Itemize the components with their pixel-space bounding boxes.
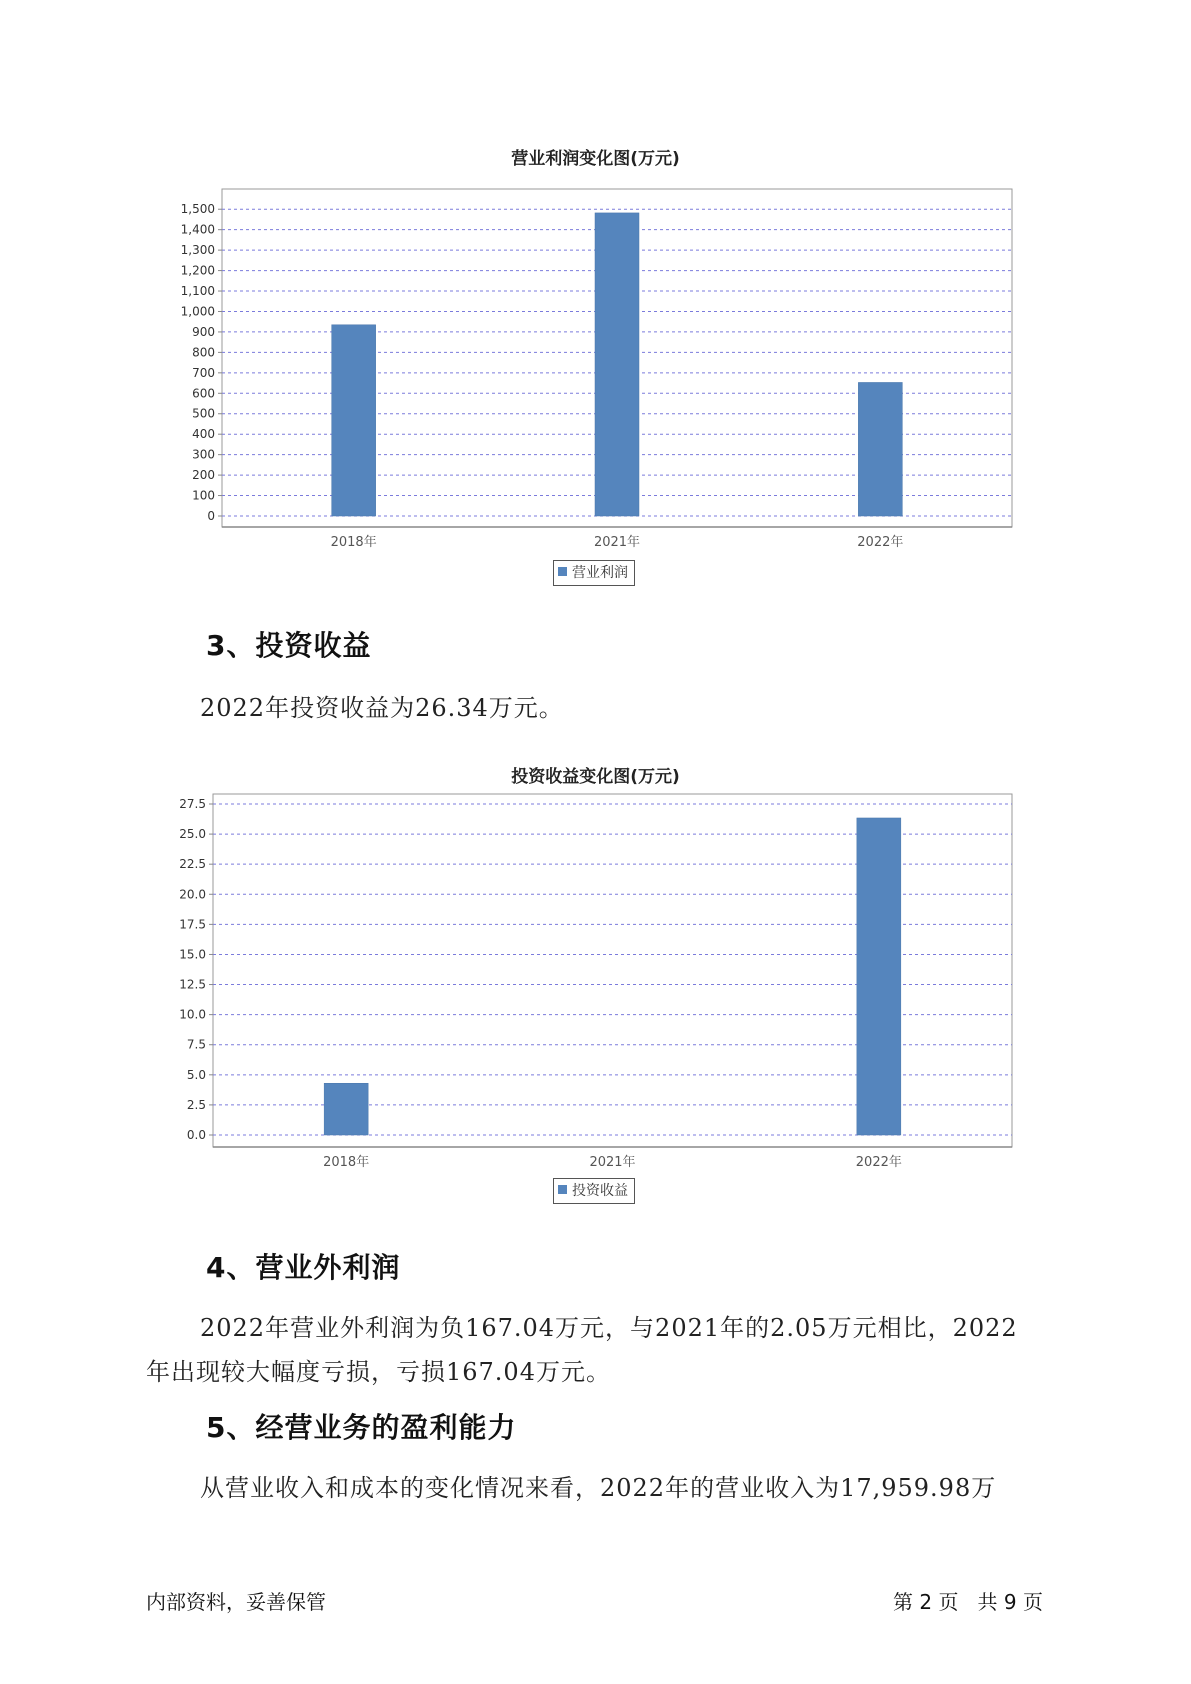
y-tick-label: 0 — [207, 509, 215, 523]
y-tick-label: 600 — [192, 386, 215, 401]
y-tick-label: 7.5 — [186, 1037, 206, 1052]
y-tick-label: 100 — [192, 488, 215, 503]
section4-paragraph — [146, 1306, 1066, 1394]
section3-heading: 3、投资收益 — [206, 629, 372, 662]
bar-2022年 — [858, 382, 902, 516]
footer-page-number: 第 2 页 共 9 页 — [893, 1590, 1043, 1614]
section4-line1: 2022年营业外利润为负167.04万元，与2021年的2.05万元相比，2022 — [200, 1314, 1018, 1342]
y-tick-label: 700 — [192, 365, 215, 380]
y-tick-label: 1,100 — [180, 284, 215, 299]
y-tick-label: 800 — [192, 345, 215, 360]
footer-confidential: 内部资料，妥善保管 — [146, 1590, 326, 1614]
section4-line2: 年出现较大幅度亏损，亏损167.04万元。 — [146, 1358, 611, 1386]
x-tick-label: 2022年 — [855, 1155, 902, 1170]
chart1-legend-label: 营业利润 — [572, 565, 628, 581]
y-tick-label: 1,300 — [180, 243, 215, 258]
y-tick-label: 500 — [192, 406, 215, 421]
chart1-title: 营业利润变化图(万元) — [511, 149, 680, 169]
section3-text: 2022年投资收益为26.34万元。 — [200, 694, 564, 722]
x-tick-label: 2018年 — [330, 535, 377, 550]
y-tick-label: 400 — [192, 427, 215, 442]
y-tick-label: 300 — [192, 447, 215, 462]
y-tick-label: 25.0 — [179, 827, 206, 842]
y-tick-label: 900 — [192, 324, 215, 339]
y-tick-label: 2.5 — [186, 1097, 206, 1112]
operating-profit-chart — [0, 0, 1191, 560]
bar-2018年 — [324, 1083, 368, 1135]
section5-heading: 5、经营业务的盈利能力 — [206, 1411, 517, 1444]
x-tick-label: 2018年 — [323, 1155, 370, 1170]
y-tick-label: 1,200 — [180, 263, 215, 278]
y-tick-label: 1,000 — [180, 304, 215, 319]
y-tick-label: 20.0 — [179, 887, 206, 902]
y-tick-label: 12.5 — [179, 977, 206, 992]
x-tick-label: 2022年 — [857, 535, 904, 550]
y-tick-label: 17.5 — [179, 917, 206, 932]
section5-text: 从营业收入和成本的变化情况来看，2022年的营业收入为17,959.98万 — [200, 1474, 997, 1502]
y-tick-label: 5.0 — [186, 1067, 206, 1082]
investment-income-chart — [0, 780, 1191, 1180]
y-tick-label: 200 — [192, 468, 215, 483]
chart2-legend — [553, 1178, 635, 1204]
section3-paragraph — [146, 686, 1066, 730]
chart2-title: 投资收益变化图(万元) — [511, 767, 680, 787]
y-tick-label: 22.5 — [179, 857, 206, 872]
y-tick-label: 0.0 — [186, 1128, 206, 1142]
y-tick-label: 1,400 — [180, 222, 215, 237]
chart1-legend — [553, 560, 635, 586]
legend-swatch-icon — [558, 1185, 567, 1194]
section4-heading: 4、营业外利润 — [206, 1251, 401, 1284]
y-tick-label: 27.5 — [179, 797, 206, 811]
y-tick-label: 15.0 — [179, 947, 206, 962]
x-tick-label: 2021年 — [593, 535, 641, 550]
bar-2022年 — [857, 818, 901, 1135]
x-tick-label: 2021年 — [589, 1155, 636, 1170]
section4-line1-wrap — [146, 1306, 1066, 1350]
section5-paragraph — [146, 1466, 1066, 1510]
y-tick-label: 1,500 — [180, 202, 215, 217]
chart2-legend-label: 投资收益 — [572, 1183, 628, 1199]
legend-swatch-icon — [558, 567, 567, 576]
bar-2018年 — [332, 325, 376, 516]
bar-2021年 — [595, 213, 639, 516]
y-tick-label: 10.0 — [179, 1007, 206, 1022]
